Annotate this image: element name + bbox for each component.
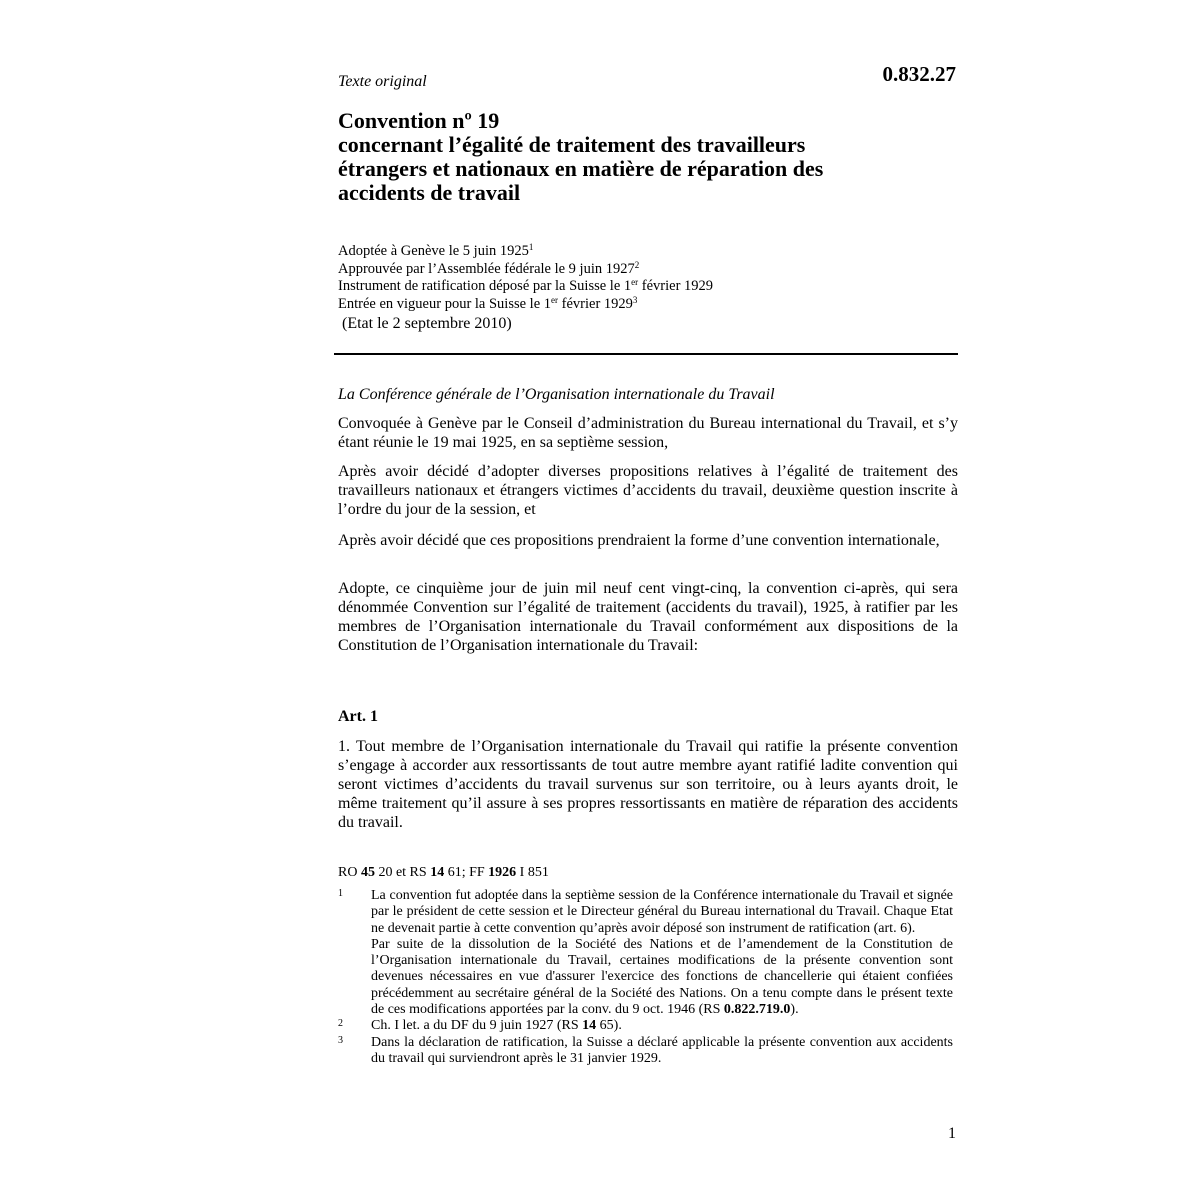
preamble-paragraph-1: Convoquée à Genève par le Conseil d’administration du Bureau international du Travail, et s’y étant réunie le 19 mai 1925, en sa septième session, (338, 415, 958, 451)
title-line-2: concernant l’égalité de traitement des travailleurs (338, 132, 806, 157)
footnote-3-text: Dans la déclaration de ratification, la Suisse a déclaré applicable la présente convention aux accidents du travail qui surviendront après le 31 janvier 1929. (371, 1034, 953, 1066)
title-line-1: Convention nº 19 (338, 108, 500, 133)
title-line-3: étrangers et nationaux en matière de réparation des (338, 156, 824, 181)
preamble-paragraph-2: Après avoir décidé d’adopter diverses propositions relatives à l’égalité de traitement des travailleurs nationaux et étrangers victimes d’accidents du travail, deuxième question inscrite à l’ordre du jour de la session, et (338, 463, 958, 518)
horizontal-rule (334, 353, 958, 355)
footnote-ref-3[interactable]: 3 (632, 294, 638, 305)
preamble-paragraph-3: Après avoir décidé que ces propositions prendraient la forme d’une convention internationale, (338, 532, 940, 549)
preamble-paragraph-4: Adopte, ce cinquième jour de juin mil neuf cent vingt-cinq, la convention ci-après, qui sera dénommée Convention sur l’égalité de traitement (accidents du travail), 1925, à ratifier par les membres de l’Organisation internationale du Travail conformément aux dispositions de la Constitution de l’Organisation internationale du Travail: (338, 580, 958, 654)
article-1-heading: Art. 1 (338, 708, 378, 725)
footnote-1 (338, 888, 958, 1018)
footnote-number: 2 (338, 1018, 343, 1030)
article-1-paragraph-1: 1. Tout membre de l’Organisation internationale du Travail qui ratifie la présente convention s’engage à accorder aux ressortissants de tout autre membre ayant ratifié ladite convention qui seront victimes d’accidents du travail survenus sur son territoire, ou à leurs ayants droit, le même traitement qu’il assure à ses propres ressortissants en matière de réparation des accidents du travail. (338, 738, 958, 831)
status-date: (Etat le 2 septembre 2010) (342, 315, 512, 332)
document-title (338, 109, 958, 205)
rs-number: 0.832.27 (882, 62, 956, 86)
footnote-number: 1 (338, 888, 343, 899)
adopted-line: Adoptée à Genève le 5 juin 1925$^1$ (338, 242, 534, 259)
texte-original-label: Texte original (338, 73, 427, 90)
entry-into-force-line: Entrée en vigueur pour la Suisse le 1er février 1929$^3$ (338, 294, 638, 312)
approved-line: Approuvée par l’Assemblée fédérale le 9 juin 1927$^2$ (338, 259, 640, 277)
footnote-1-text-b: Par suite de la dissolution de la Société des Nations et de l’amendement de la Constitution de l’Organisation internationale du Travail, certaines modifications de la présente convention sont devenues nécessaires en vue d'assurer l'exercice des fonctions de chancellerie qui étaient confiées précédemment au secrétaire général de la Société des Nations. On a tenu compte dans le présent texte de ces modifications apportées par la conv. du 9 oct. 1946 (RS 0.822.719.0). (371, 936, 953, 1018)
footnote-ref-1[interactable]: 1 (528, 242, 534, 252)
title-line-4: accidents de travail (338, 180, 521, 205)
preamble-intro: La Conférence générale de l’Organisation internationale du Travail (338, 386, 775, 403)
footnote-number: 3 (338, 1034, 343, 1046)
footnote-ref-2[interactable]: 2 (634, 259, 640, 270)
footnote-3 (338, 1035, 958, 1068)
footnote-2 (338, 1018, 958, 1034)
footnote-1-text-a: La convention fut adoptée dans la septième session de la Conférence internationale du Travail et signée par le président de cette session et le Directeur général du Bureau international du Travail. Chaque Etat ne devenait partie à cette convention qu’après avoir déposé son instrument de ratification (art. 6). (371, 888, 953, 936)
footnote-2-text: Ch. I let. a du DF du 9 juin 1927 (RS 14 65). (371, 1018, 622, 1034)
ratification-line: Instrument de ratification déposé par la Suisse le 1er février 1929 (338, 277, 714, 294)
footnotes (338, 888, 958, 1067)
page-number: 1 (948, 1125, 956, 1142)
source-reference: RO 45 20 et RS 14 61; FF 1926 I 851 (338, 865, 549, 880)
adoption-metadata (338, 243, 958, 313)
